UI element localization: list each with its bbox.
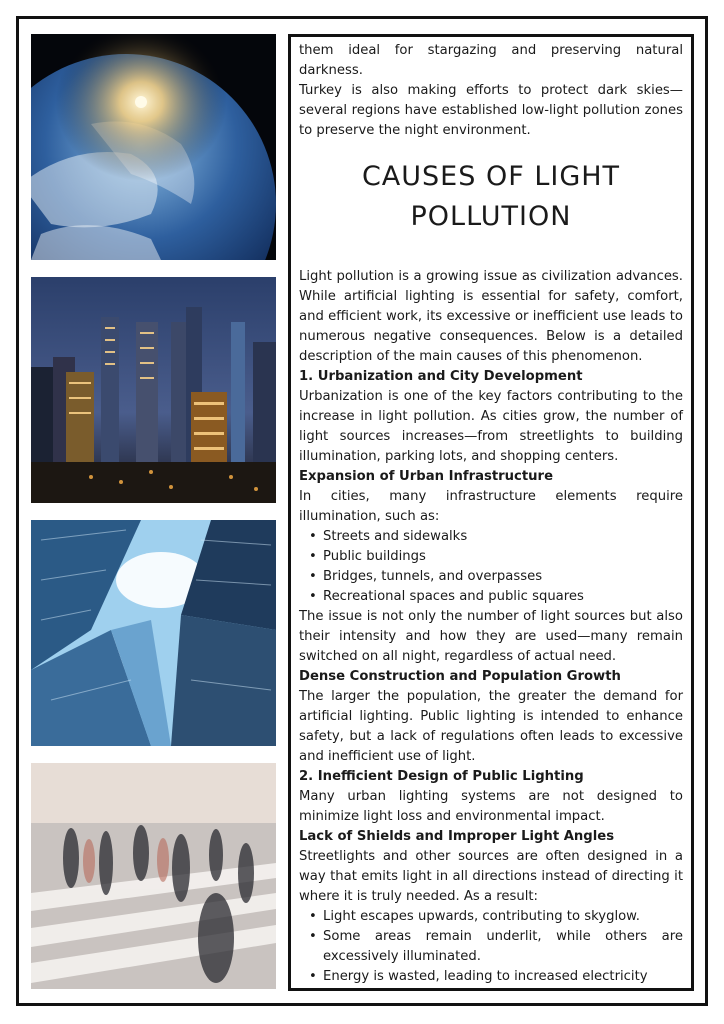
skyscrapers-looking-up-image — [31, 520, 276, 746]
article-text-panel — [288, 34, 694, 991]
list-item: • Bridges, tunnels, and overpasses — [305, 567, 683, 587]
list-item: • Energy is wasted, leading to increased electricity — [305, 967, 683, 987]
page-title: CAUSES OF LIGHT POLLUTION — [361, 161, 621, 232]
section1-sub2-body: The larger the population, the greater the demand for artificial lighting. Public lighting is intended to enhance safety, but a lack of regulations often leads to excessive and inefficient use of light. — [299, 689, 683, 764]
section2-sub1-body: Streetlights and other sources are often designed in a way that emits light in all directions instead of directing it where it is truly needed. As a result: — [299, 849, 683, 904]
list-item: • Some areas remain underlit, while others are excessively illuminated. — [305, 927, 683, 967]
list-item: • Light escapes upwards, contributing to skyglow. — [305, 907, 683, 927]
intro-paragraph-2: Turkey is also making efforts to protect dark skies—several regions have established low-light pollution zones to preserve the night environment. — [299, 83, 683, 138]
section1-heading: 1. Urbanization and City Development — [299, 369, 583, 384]
pedestrian-crosswalk-image — [31, 763, 276, 989]
list-item: • Streets and sidewalks — [305, 527, 683, 547]
section2-heading: 2. Inefficient Design of Public Lighting — [299, 769, 584, 784]
intro-paragraph-1: them ideal for stargazing and preserving natural darkness. — [299, 43, 683, 78]
earth-from-space-image — [31, 34, 276, 260]
section1-sub1-after: The issue is not only the number of light sources but also their intensity and how they are used—many remain switched on all night, regardless of actual need. — [299, 609, 683, 664]
section2-sub1-heading: Lack of Shields and Improper Light Angles — [299, 829, 615, 844]
city-skyline-night-image — [31, 277, 276, 503]
consequences-list — [299, 907, 683, 987]
section1-sub1-heading: Expansion of Urban Infrastructure — [299, 469, 554, 484]
section1-sub2-heading: Dense Construction and Population Growth — [299, 669, 621, 684]
infrastructure-list — [299, 527, 683, 607]
section1-body: Urbanization is one of the key factors contributing to the increase in light pollution. As cities grow, the number of light sources increases—from streetlights to building illumination, parking lots, and shopping centers. — [299, 389, 683, 464]
section1-sub1-body: In cities, many infrastructure elements require illumination, such as: — [299, 489, 683, 524]
section2-body: Many urban lighting systems are not designed to minimize light loss and environmental impact. — [299, 789, 683, 824]
list-item: • Public buildings — [305, 547, 683, 567]
lead-paragraph: Light pollution is a growing issue as civilization advances. While artificial lighting is essential for safety, comfort, and efficient work, its excessive or inefficient use leads to numerous negative consequences. Below is a detailed description of the main causes of this phenomenon. — [299, 269, 683, 364]
list-item: • Recreational spaces and public squares — [305, 587, 683, 607]
